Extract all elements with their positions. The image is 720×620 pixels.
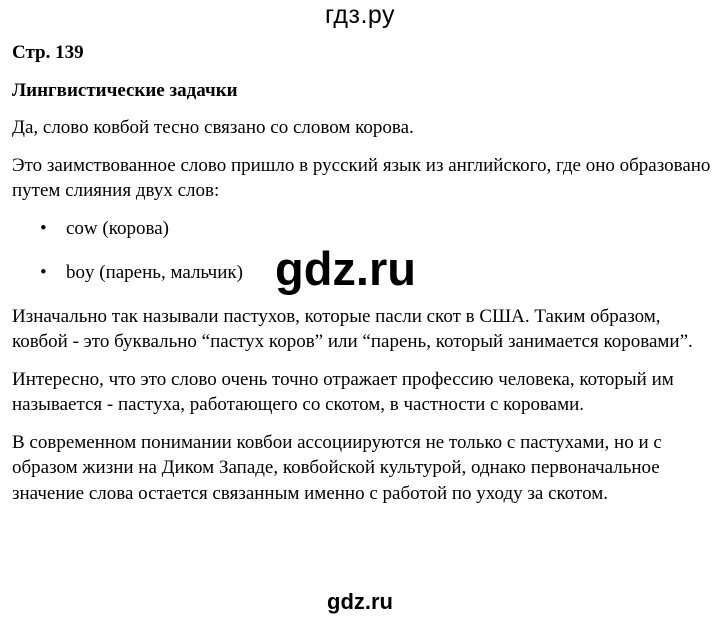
site-footer [0, 588, 720, 616]
list-item-text: boy (парень, мальчик) [66, 261, 243, 283]
bullet-marker: • [40, 261, 47, 283]
site-header [0, 0, 720, 30]
paragraph-1: Да, слово ковбой тесно связано со словом корова. [12, 117, 414, 138]
bullet-marker: • [40, 217, 47, 239]
list-item-text: cow (корова) [66, 217, 169, 239]
site-name-footer: gdz.ru [327, 589, 393, 614]
paragraph-5: В современном понимании ковбои ассоциируются не только с пастухами, но и с образом жизни на Диком Западе, ковбойской культурой, однако первоначальное значение слова остается связанным именно с работой по уходу за скотом. [12, 431, 662, 504]
section-title: Лингвистические задачки [12, 79, 238, 101]
paragraph-3: Изначально так называли пастухов, которые пасли скот в США. Таким образом, ковбой - это буквально “пастух коров” или “парень, который занимается коровами”. [12, 305, 693, 352]
paragraph-2: Это заимствованное слово пришло в русский язык из английского, где оно образовано путем слияния двух слов: [12, 154, 711, 201]
page-number: Стр. 139 [12, 42, 84, 63]
watermark: gdz.ru [275, 242, 416, 295]
site-name-header: гдз.ру [324, 1, 396, 29]
paragraph-4: Интересно, что это слово очень точно отражает профессию человека, который им называется - пастуха, работающего со скотом, в частности с коровами. [12, 368, 674, 415]
